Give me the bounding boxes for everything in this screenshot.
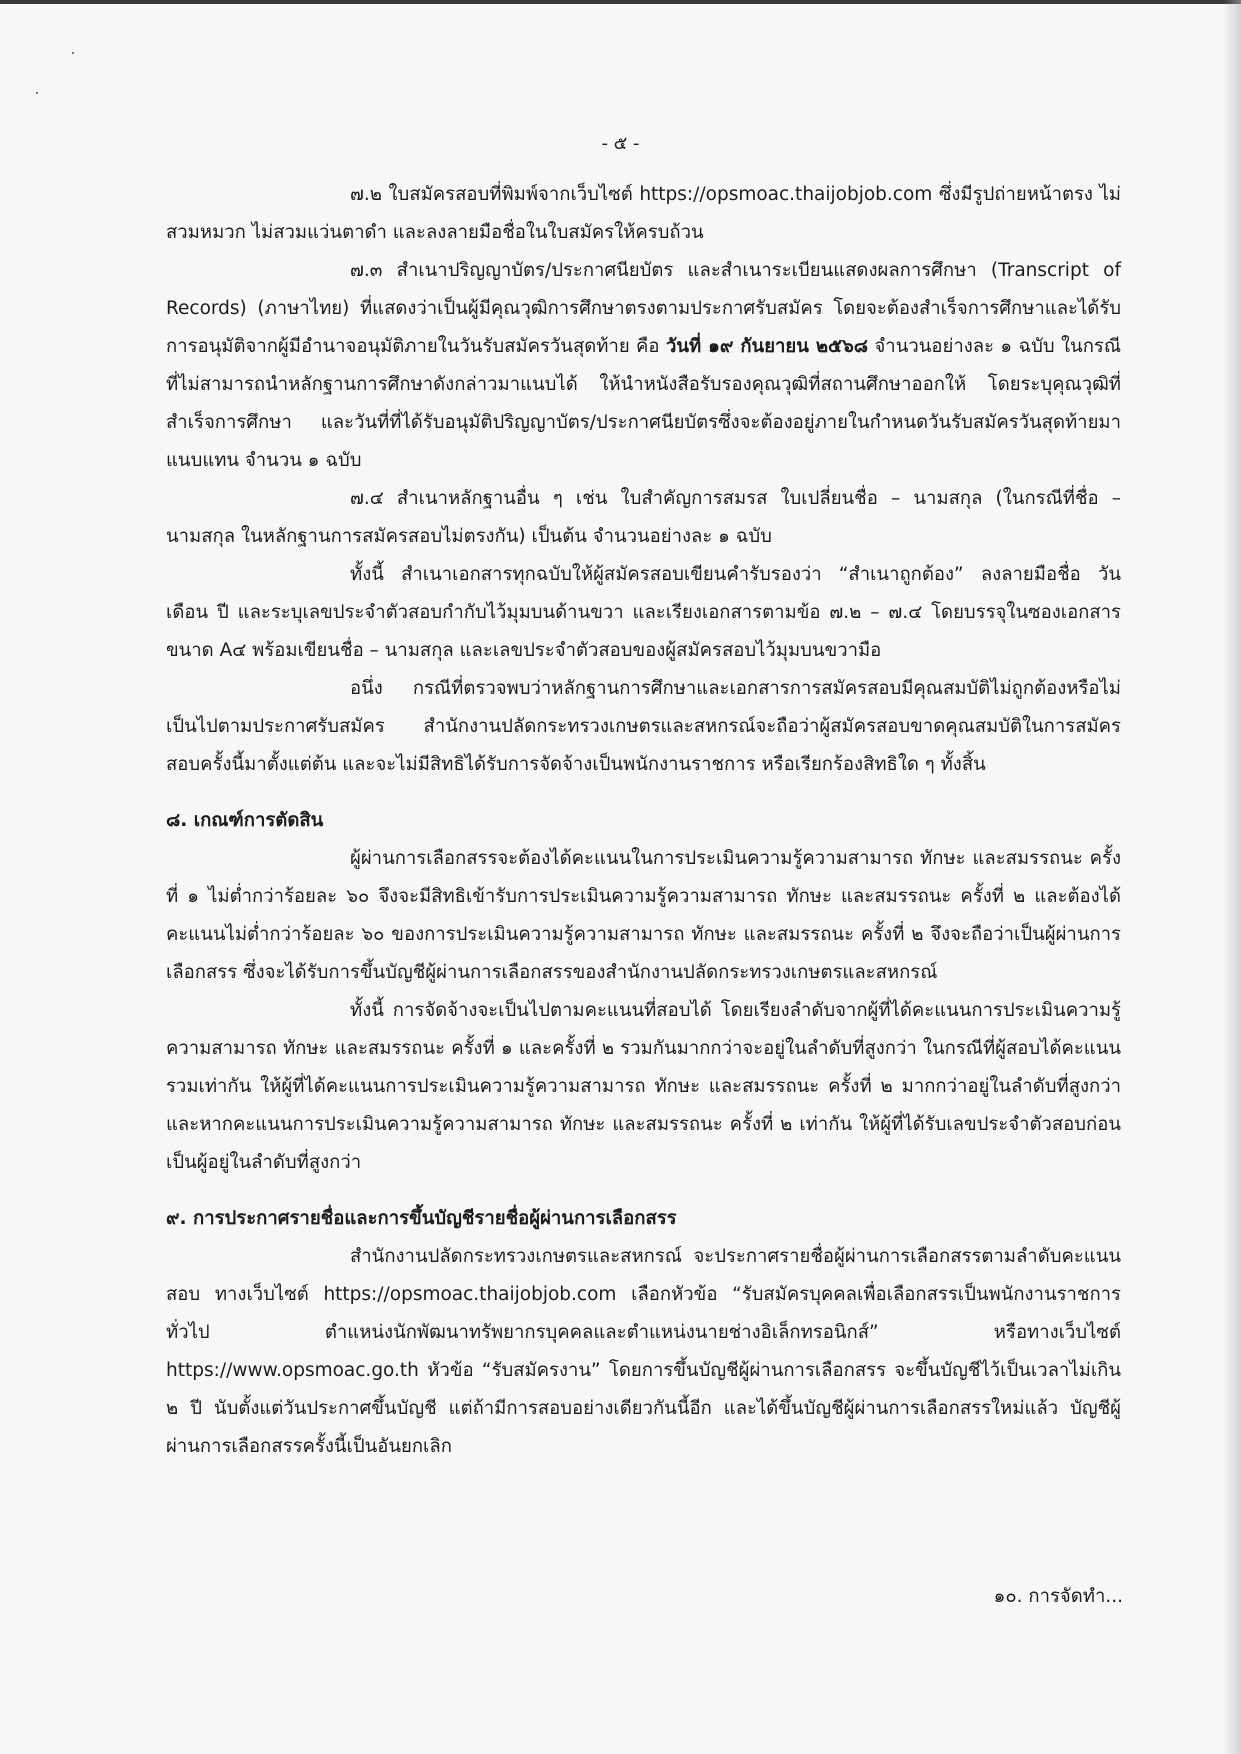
page-number: - ๕ - [601,133,640,154]
paragraph-9-1: สำนักงานปลัดกระทรวงเกษตรและสหกรณ์ จะประกาศรายชื่อผู้ผ่านการเลือกสรรตามลำดับคะแนนสอบ ทางเว็บไซต์ https://opsmoac.thaijobjob.com เลือกหัวข้อ “รับสมัครบุคคลเพื่อเลือกสรรเป็นพนักงานราชการทั่วไป ตำแหน่งนักพัฒนาทรัพยากรบุคคลและตำแหน่งนายช่างอิเล็กทรอนิกส์” หรือทางเว็บไซต์ https://www.opsmoac.go.th หัวข้อ “รับสมัครงาน” โดยการขึ้นบัญชีผู้ผ่านการเลือกสรร จะขึ้นบัญชีไว้เป็นเวลาไม่เกิน ๒ ปี นับตั้งแต่วันประกาศขึ้นบัญชี แต่ถ้ามีการสอบอย่างเดียวกันนี้อีก และได้ขึ้นบัญชีผู้ผ่านการเลือกสรรใหม่แล้ว บัญชีผู้ผ่านการเลือกสรรครั้งนี้เป็นอันยกเลิก [166,1246,1121,1457]
paragraph-certify: ทั้งนี้ สำเนาเอกสารทุกฉบับให้ผู้สมัครสอบเขียนคำรับรองว่า “สำเนาถูกต้อง” ลงลายมือชื่อ วัน เดือน ปี และระบุเลขประจำตัวสอบกำกับไว้มุมบนด้านขวา และเรียงเอกสารตามข้อ ๗.๒ – ๗.๔ โดยบรรจุในซองเอกสารขนาด A๔ พร้อมเขียนชื่อ – นามสกุล และเลขประจำตัวสอบของผู้สมัครสอบไว้มุมบนขวามือ [166,564,1121,661]
heading-section-9: ๙. การประกาศรายชื่อและการขึ้นบัญชีรายชื่อผู้ผ่านการเลือกสรร [166,1208,677,1229]
paragraph-8-1: ผู้ผ่านการเลือกสรรจะต้องได้คะแนนในการประเมินความรู้ความสามารถ ทักษะ และสมรรถนะ ครั้งที่ ๑ ไม่ต่ำกว่าร้อยละ ๖๐ จึงจะมีสิทธิเข้ารับการประเมินความรู้ความสามารถ ทักษะ และสมรรถนะ ครั้งที่ ๒ และต้องได้คะแนนไม่ต่ำกว่าร้อยละ ๖๐ ของการประเมินความรู้ความสามารถ ทักษะ และสมรรถนะ ครั้งที่ ๒ จึงจะถือว่าเป็นผู้ผ่านการเลือกสรร ซึ่งจะได้รับการขึ้นบัญชีผู้ผ่านการเลือกสรรของสำนักงานปลัดกระทรวงเกษตรและสหกรณ์ [166,848,1121,983]
scan-speck [36,92,38,94]
scan-top-edge [0,0,1241,4]
scan-speck [72,52,74,54]
scan-right-shadow [1223,0,1241,1754]
paragraph-8-2: ทั้งนี้ การจัดจ้างจะเป็นไปตามคะแนนที่สอบได้ โดยเรียงลำดับจากผู้ที่ได้คะแนนการประเมินความรู้ ความสามารถ ทักษะ และสมรรถนะ ครั้งที่ ๑ และครั้งที่ ๒ รวมกันมากกว่าจะอยู่ในลำดับที่สูงกว่า ในกรณีที่ผู้สอบได้คะแนนรวมเท่ากัน ให้ผู้ที่ได้คะแนนการประเมินความรู้ความสามารถ ทักษะ และสมรรถนะ ครั้งที่ ๒ มากกว่าอยู่ในลำดับที่สูงกว่า และหากคะแนนการประเมินความรู้ความสามารถ ทักษะ และสมรรถนะ ครั้งที่ ๒ เท่ากัน ให้ผู้ที่ได้รับเลขประจำตัวสอบก่อนเป็นผู้อยู่ในลำดับที่สูงกว่า [166,1000,1121,1173]
continuation-marker: ๑๐. การจัดทำ... [993,1586,1123,1607]
paragraph-warning: อนึ่ง กรณีที่ตรวจพบว่าหลักฐานการศึกษาและเอกสารการสมัครสอบมีคุณสมบัติไม่ถูกต้องหรือไม่เป็นไปตามประกาศรับสมัคร สำนักงานปลัดกระทรวงเกษตรและสหกรณ์จะถือว่าผู้สมัครสอบขาดคุณสมบัติในการสมัครสอบครั้งนี้มาตั้งแต่ต้น และจะไม่มีสิทธิได้รับการจัดจ้างเป็นพนักงานราชการ หรือเรียกร้องสิทธิใด ๆ ทั้งสิ้น [166,678,1121,775]
paragraph-7-3-start: ๗.๓ สำเนาปริญญาบัตร/ประกาศนียบัตร และสำเนาระเบียนแสดงผลการศึกษา (Transcript of Records) (ภาษาไทย) ที่แสดงว่าเป็นผู้มีคุณวุฒิการศึกษาตรงตามประกาศรับสมัคร โดยจะต้องสำเร็จการศึกษาและได้รับการอนุมัติจากผู้มีอำนาจอนุมัติภายในวันรับสมัครวันสุดท้าย คือ [166,260,1121,357]
paragraph-7-2: ๗.๒ ใบสมัครสอบที่พิมพ์จากเว็บไซต์ https://opsmoac.thaijobjob.com ซึ่งมีรูปถ่ายหน้าตรง ไม่สวมหมวก ไม่สวมแว่นตาดำ และลงลายมือชื่อในใบสมัครให้ครบถ้วน [166,184,1121,243]
deadline-date: วันที่ ๑๙ กันยายน ๒๕๖๘ [665,336,869,357]
heading-section-8: ๘. เกณฑ์การตัดสิน [166,810,324,831]
paragraph-7-4: ๗.๔ สำเนาหลักฐานอื่น ๆ เช่น ใบสำคัญการสมรส ใบเปลี่ยนชื่อ – นามสกุล (ในกรณีที่ชื่อ – นามสกุล ในหลักฐานการสมัครสอบไม่ตรงกัน) เป็นต้น จำนวนอย่างละ ๑ ฉบับ [166,488,1121,547]
document-body [166,176,1121,1466]
paragraph-7-3 [166,252,1121,480]
paragraph-7-3-end: จำนวนอย่างละ ๑ ฉบับ ในกรณีที่ไม่สามารถนำหลักฐานการศึกษาดังกล่าวมาแนบได้ ให้นำหนังสือรับรองคุณวุฒิที่สถานศึกษาออกให้ โดยระบุคุณวุฒิที่สำเร็จการศึกษา และวันที่ที่ได้รับอนุมัติปริญญาบัตร/ประกาศนียบัตรซึ่งจะต้องอยู่ภายในกำหนดวันรับสมัครวันสุดท้ายมาแนบแทน จำนวน ๑ ฉบับ [166,336,1121,471]
